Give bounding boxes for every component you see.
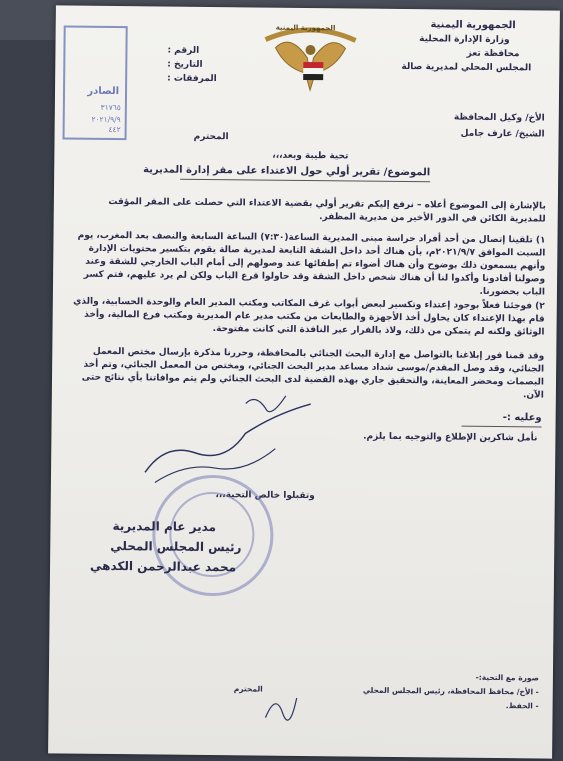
recipient-name: الشيخ/ عارف جامل [460, 128, 545, 140]
subject-underline [180, 179, 430, 183]
letterhead-ministry: وزارة الإدارة المحلية [419, 34, 510, 46]
date-label: التاريخ : [167, 59, 203, 70]
letterhead-council: المجلس المحلي لمديرية صالة [401, 62, 532, 74]
signatory-title-1: مدير عام المديرية [112, 519, 217, 535]
subject-line: الموضوع/ تقرير أولي حول الاعتداء على مقر إدارة المديرية [143, 164, 431, 179]
copy-to-governor: - الأخ/ محافظ المحافظة، رئيس المجلس المحلي [362, 685, 539, 697]
letterhead-governorate: محافظة تعز [466, 48, 520, 60]
letter-page [48, 5, 560, 758]
signatory-title-2: رئيس المجلس المحلي [110, 538, 242, 555]
letterhead-country: الجمهورية اليمنية [430, 19, 516, 32]
ref-number-label: الرقم : [167, 45, 200, 56]
paragraph-1: ١) تلقينا إتصال من أحد أفراد حراسة مبنى المديرية الساعة(٧:٣٠) الساعة السابعة والنصف بعد المغرب، يوم السبت الموافق ٢٠٢١/٩/٧م، بأن هناك أحد داخل الشقة التابعة لمديرية صالة يقوم بتكسير محتويات الإدارة وأنهم يسمعون ذلك بوضوح وأن هناك أضواء تم إطفائها عند وصولهم إلى أمام الباب الخارجي للشقة وعند وصولنا أفادونا وأكدوا لنا أن هناك شخص داخل الشقة وقد حاولوا قرع الباب ولكن لم يرد عليهم، فتم كسر الباب بحضورنا. [77, 230, 546, 298]
paragraph-2: ٢) فوجئنا فعلاً بوجود إعتداء وتكسير لبعض أبواب غرف المكاتب ومكتب المدير العام والوحدة الحسابية، والذي قام بهذا الإعتداء كان يحاول أخذ الأجهزة والطابعات من مكتب مدير عام المديرية ومكتب فرع المالية، وأخذ الوثائق ولكنه لم يتمكن من ذلك، ولاذ بالفرار عبر النافذة التي كانت مفتوحة. [73, 296, 545, 338]
recipient-honorific: المحترم [193, 131, 229, 143]
outgoing-stamp [63, 25, 128, 140]
copy-to-heading: صورة مع التحية:- [475, 672, 539, 683]
copy-to-honorific: المحترم [233, 684, 263, 694]
stamp-number: ٣١٧٦٥ [100, 102, 121, 113]
greeting: تحية طيبة وبعد،،، [272, 150, 349, 162]
emblem-ribbon-text: الجمهورية اليمنية [275, 23, 336, 33]
stamp-hijri: ٤٤٢ [108, 124, 121, 135]
closing-label: وعليه :- [502, 412, 542, 424]
flag-icon [303, 62, 323, 80]
official-seal [152, 474, 274, 596]
regards: وتقبلوا خالص التحية،،، [215, 490, 315, 502]
closing-text: نأمل شاكرين الإطلاع والتوجيه بما يلزم. [363, 431, 538, 444]
paragraph-intro: بالإشارة إلى الموضوع أعلاه – نرفع إليكم تقرير أولي بقضية الاعتداء التي حصلت على المقر المؤقت للمديرية الكائن في الدور الأخير من مديرية المظفر. [108, 196, 546, 225]
stamp-title: الصادر [87, 85, 120, 98]
copy-to-archive: - الحفظ. [505, 701, 539, 711]
paragraph-3: وقد قمنا فور إبلاغنا بالتواصل مع إدارة البحث الجنائي بالمحافظة، وحررنا مذكرة بإرسال مختص المعمل الجنائي، وقد وصل المقدم/موسى شداد مساعد مدير البحث الجنائي، ومختص من المعمل الجنائي، وتم أخذ البصمات ومحضر المعاينة، والتحقيق جاري بهذه القضية لدى البحث الجنائي ولم يتم موافاتنا بأي نتائج حتى الآن. [81, 346, 545, 401]
closing-underline [462, 426, 542, 428]
attachments-label: المرفقات : [167, 73, 217, 85]
small-signature [260, 688, 300, 728]
recipient-title: الأخ/ وكيل المحافظة [453, 112, 545, 124]
stamp-date: ٢٠٢١/٩/٩ [91, 114, 121, 125]
signatory-name: محمد عبدالرحمن الكدهي [89, 558, 237, 575]
